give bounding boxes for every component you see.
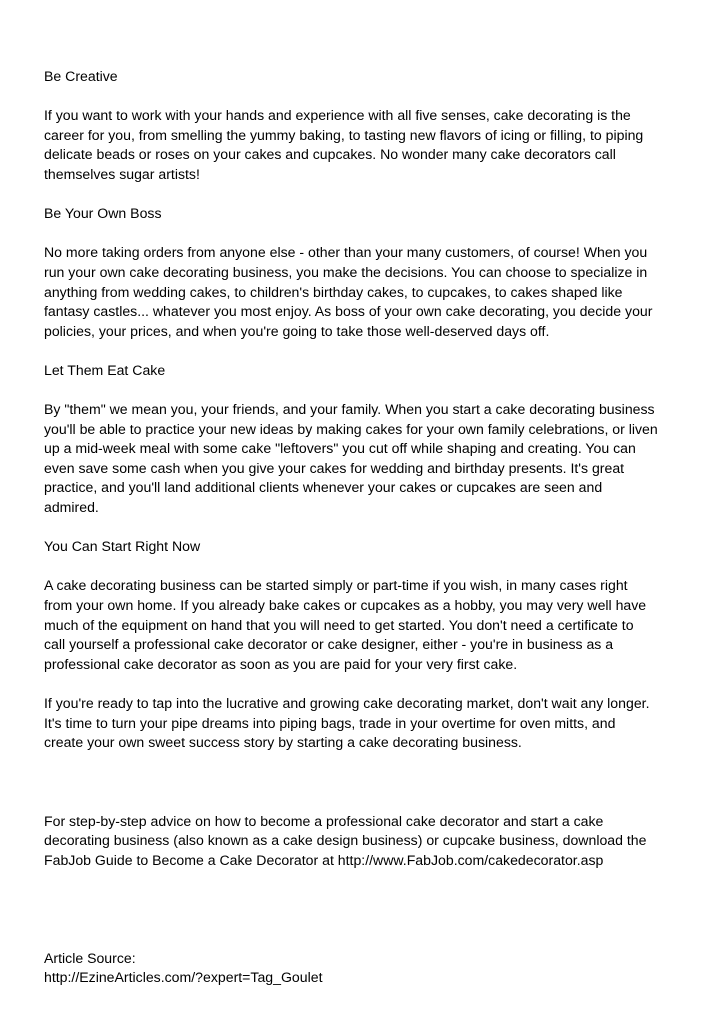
paragraph-be-your-own-boss: No more taking orders from anyone else - other than your many customers, of course! When you run your own cake decorating business, you make the decisions. You can choose to specialize in anything from wedding cakes, to children's birthday cakes, to cupcakes, to cakes shaped like fantasy castles... whatever you most enjoy. As boss of your own cake decorating, you decide your policies, your prices, and when you're going to take those well-deserved days off. xyxy=(44,244,653,339)
section-heading-be-creative: Be Creative xyxy=(44,68,118,84)
article-source-label: Article Source: xyxy=(44,949,136,966)
paragraph-be-creative: If you want to work with your hands and experience with all five senses, cake decorating is the career for you, from smelling the yummy baking, to tasting new flavors of icing or filling, to piping delicate beads or roses on your cakes and cupcakes. No wonder many cake decorators call themselves sugar artists! xyxy=(44,107,644,182)
section-heading-let-them-eat-cake: Let Them Eat Cake xyxy=(44,361,166,378)
paragraph-start-right-now: A cake decorating business can be started simply or part-time if you wish, in many cases right from your own home. If you already bake cakes or cupcakes as a hobby, you may very well have much of the equipment on hand that you will need to get started. You don't need a certificate to call yourself a professional cake decorator or cake designer, either - you're in business as a professional cake decorator as soon as you are paid for your very first cake. xyxy=(44,577,647,672)
document-page xyxy=(44,67,694,988)
section-heading-be-your-own-boss: Be Your Own Boss xyxy=(44,205,162,222)
paragraph-ready-to-tap: If you're ready to tap into the lucrative and growing cake decorating market, don't wait any longer. It's time to turn your pipe dreams into piping bags, trade in your overtime for oven mitts, and create your own sweet success story by starting a cake decorating business. xyxy=(44,695,650,751)
paragraph-fabjob-advice: For step-by-step advice on how to become a professional cake decorator and start a cake decorating business (also known as a cake design business) or cupcake business, download the FabJob Guide to Become a Cake Decorator at http://www.FabJob.com/cakedecorator.asp xyxy=(44,812,647,868)
paragraph-let-them-eat-cake: By "them" we mean you, your friends, and your family. When you start a cake decorating business you'll be able to practice your new ideas by making cakes for your own family celebrations, or liven up a mid-week meal with some cake "leftovers" you cut off while shaping and creating. You can even save some cash when you give your cakes for wedding and birthday presents. It's great practice, and you'll land additional clients whenever your cakes or cupcakes are seen and admired. xyxy=(44,401,658,516)
article-source-url: http://EzineArticles.com/?expert=Tag_Goulet xyxy=(44,969,323,986)
section-heading-start-right-now: You Can Start Right Now xyxy=(44,538,201,555)
